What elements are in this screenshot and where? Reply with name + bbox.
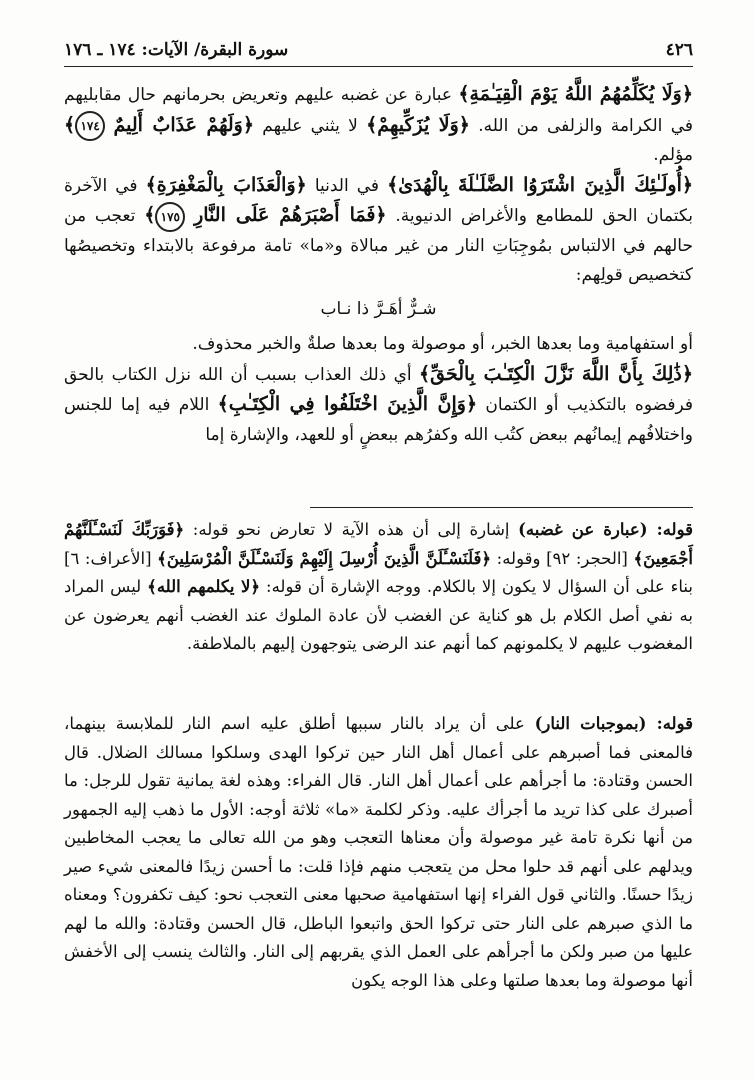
paragraph-verse-176 — [64, 360, 693, 451]
quran-quote: ﴿وَلَا يُزَكِّيهِمْ﴾ — [366, 113, 470, 136]
text: عبارة عن غضبه عليهم وتعريض بحرمانهم حال مقابليهم في الكرامة والزلفى من الله. — [64, 85, 693, 136]
quran-quote: ﴿لا يكلمهم الله﴾ — [147, 577, 261, 596]
page-header — [64, 36, 693, 67]
paragraph-verse-175 — [64, 171, 693, 291]
commentary-block-2 — [64, 710, 693, 995]
commentary-paragraph — [64, 516, 693, 659]
text: على أن يراد بالنار سببها أطلق عليه اسم النار للملابسة بينهما، فالمعنى فما أصبرهم على أعمال أهل النار حين تركوا الهدى وسلكوا مسالك الضلال. قال الحسن وقتادة: ما أجرأهم على أعمال أهل النار. قال الفراء: وهذه لغة يمانية تقول للرجل: ما أصبرك على كذا تريد ما أجرأك عليه. وذكر لكلمة «ما» ثلاثة أوجه: الأول ما ذهب إليه الجمهور من أنها نكرة تامة غير موصولة وأن معناها التعجب وهو من الله تعالى ما يعجب المخاطبين ويدلهم على أنهم قد حلوا محل من يتعجب منهم فإذا قلت: ما أحسن زيدًا فالمعنى شيء صير زيدًا حسنًا. والثاني قول الفراء إنها استفهامية صحبها معنى التعجب نحو: كيف تكفرون؟ ومعناه ما الذي صبرهم على النار حتى تركوا الحق واتبعوا الباطل، قال الحسن وقتادة: والله ما لهم عليها من صبر ولكن ما أجرأهم على العمل الذي يقربهم إلى النار. والثالث ينسب إلى الأخفش أنها موصولة وما بعدها صلتها وعلى هذا الوجه يكون — [64, 714, 693, 990]
quran-quote: ﴿فَلَنَسْـَٔلَنَّ الَّذِينَ أُرْسِلَ إِلَيْهِمْ وَلَنَسْـَٔلَنَّ الْمُرْسَلِينَ﴾ — [157, 548, 492, 568]
text: إشارة إلى أن هذه الآية لا تعارض نحو قوله: — [184, 520, 519, 539]
quran-quote: ﴿ذَٰلِكَ بِأَنَّ اللَّهَ نَزَّلَ الْكِتَـٰبَ بِالْحَقِّ﴾ — [418, 362, 693, 385]
quran-quote: ﴿وَالْعَذَابَ بِالْمَغْفِرَةِ﴾ — [145, 173, 307, 196]
text: في الآخرة بكتمان الحق للمطامع والأغراض الدنيوية. — [64, 175, 694, 226]
text: أي ذلك العذاب بسبب أن الله نزل الكتاب بالحق فرفضوه بالتكذيب أو الكتمان — [64, 364, 693, 415]
quran-quote: ﴿فَمَا أَصْبَرَهُمْ عَلَى النَّارِ — [194, 204, 387, 226]
commentary-block-1 — [64, 516, 693, 659]
text: [الحجر: ٩٢] وقوله: — [491, 548, 634, 568]
text: مؤلم. — [653, 145, 693, 165]
commentary-key: (عبارة عن غضبه) — [518, 520, 657, 539]
main-text — [64, 80, 693, 450]
quran-quote: ﴿أُولَـٰئِكَ الَّذِينَ اشْتَرَوُا الضَّلَـٰلَةَ بِالْهُدَىٰ﴾ — [387, 173, 693, 196]
text: تعجب من حالهم في الالتباس بمُوجِبَاتِ النار من غير مبالاة و«ما» تامة مرفوعة بالابتداء وتخصيصُها كتخصيص قولِهم: — [64, 206, 693, 285]
page-number: ٤٢٦ — [665, 40, 693, 60]
paragraph-grammar: أو استفهامية وما بعدها الخبر، أو موصولة وما بعدها صلةٌ والخبر محذوف. — [192, 334, 693, 354]
verse-number-marker: ١٧٥ — [155, 202, 185, 232]
quran-quote-end: ﴾ — [64, 113, 76, 136]
quran-quote: ﴿وَإِنَّ الَّذِينَ اخْتَلَفُوا فِي الْكِتَـٰبِ﴾ — [217, 393, 478, 415]
text: ليس المراد به نفي أصل الكلام بل هو كناية عن الغضب لأن عادة الملوك عند الغضب أنهم يعرضون عن المغضوب عليهم لا يكلمونهم كما أنهم عند الرضى يتوجهون إليهم بالملاطفة. — [64, 577, 693, 653]
quran-quote-end: ﴾ — [144, 204, 156, 226]
paragraph-verse-174 — [64, 80, 693, 171]
quran-quote: ﴿فَوَرَبِّكَ لَنَسْـَٔلَنَّهُمْ أَجْمَعِينَ﴾ — [64, 520, 693, 568]
quran-quote: ﴿وَلَا يُكَلِّمُهُمُ اللَّهُ يَوْمَ الْقِيَـٰمَةِ﴾ — [458, 83, 693, 105]
poetry-quote: شـرٌّ أهَـرَّ ذا نـاب — [320, 298, 437, 319]
quran-quote: ﴿وَلَهُمْ عَذَابٌ أَلِيمٌ — [113, 113, 254, 136]
text: في الدنيا — [306, 175, 388, 196]
text: [الأعراف: ٦] بناء على أن السؤال لا يكون إلا بالكلام. ووجه الإشارة أن قوله: — [64, 548, 693, 596]
footnote-divider — [310, 507, 693, 508]
commentary-key: (بموجبات النار) — [534, 714, 657, 733]
text: لا يثني عليهم — [253, 115, 367, 136]
commentary-label: قوله: — [656, 520, 693, 539]
text: اللام فيه إما للجنس واختلافُهم إيمانُهم ببعض كتُب الله وكفرُهم ببعضٍ أو للعهد، والإشارة إما — [64, 395, 693, 445]
verse-number-marker: ١٧٤ — [75, 111, 105, 141]
commentary-label: قوله: — [656, 714, 694, 733]
header-title: سورة البقرة/ الآيات: ١٧٤ ـ ١٧٦ — [64, 40, 289, 60]
commentary-paragraph — [64, 710, 693, 995]
